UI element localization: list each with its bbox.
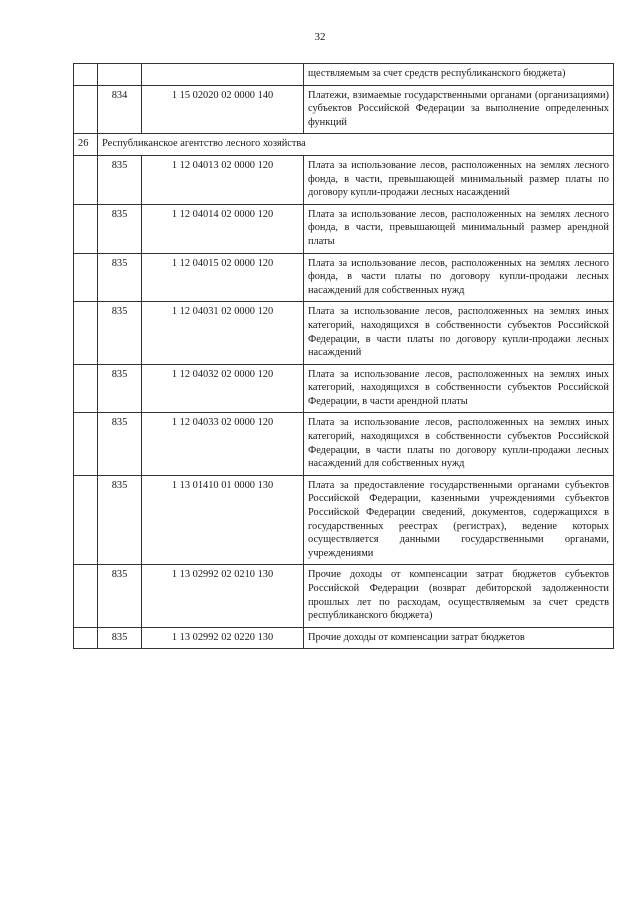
admin-code-cell	[98, 64, 142, 86]
table-row	[74, 475, 614, 565]
description-cell: Плата за предоставление государственными органами субъектов Российской Федерации, казенными учреждениями субъектов Российской Федерации сведений, документов, содержащихся в государственных реестрах (регистрах), ведение которых осуществляется данными государственными органами, учреждениями	[304, 475, 614, 565]
table-row	[74, 253, 614, 302]
kbk-code-cell: 1 13 02992 02 0210 130	[142, 565, 304, 627]
kbk-code-cell: 1 15 02020 02 0000 140	[142, 85, 304, 134]
row-number-cell	[74, 413, 98, 475]
table-row	[74, 64, 614, 86]
section-header-row	[74, 134, 614, 156]
admin-code-cell: 835	[98, 627, 142, 649]
description-cell: Плата за использование лесов, расположенных на землях лесного фонда, в части, превышающей минимальный размер арендной платы	[304, 204, 614, 253]
kbk-code-cell: 1 12 04015 02 0000 120	[142, 253, 304, 302]
row-number-cell	[74, 627, 98, 649]
description-cell: Платежи, взимаемые государственными органами (организациями) субъектов Российской Федерации за выполнение определенных функций	[304, 85, 614, 134]
revenue-codes-table	[73, 63, 614, 649]
description-cell: ществляемым за счет средств республиканского бюджета)	[304, 64, 614, 86]
table-row	[74, 413, 614, 475]
description-cell: Плата за использование лесов, расположенных на землях иных категорий, находящихся в собственности субъектов Российской Федерации, в части платы по договору купли-продажи лесных насаждений	[304, 302, 614, 364]
row-number-cell	[74, 64, 98, 86]
table-row	[74, 155, 614, 204]
admin-code-cell: 835	[98, 204, 142, 253]
admin-code-cell: 834	[98, 85, 142, 134]
kbk-code-cell: 1 12 04031 02 0000 120	[142, 302, 304, 364]
row-number-cell	[74, 155, 98, 204]
admin-code-cell: 835	[98, 302, 142, 364]
table-row	[74, 85, 614, 134]
admin-code-cell: 835	[98, 565, 142, 627]
row-number-cell	[74, 364, 98, 413]
kbk-code-cell: 1 12 04014 02 0000 120	[142, 204, 304, 253]
description-cell: Плата за использование лесов, расположенных на землях иных категорий, находящихся в собственности субъектов Российской Федерации, в части арендной платы	[304, 364, 614, 413]
page-number: 32	[314, 31, 326, 43]
row-number-cell	[74, 302, 98, 364]
kbk-code-cell	[142, 64, 304, 86]
kbk-code-cell: 1 12 04013 02 0000 120	[142, 155, 304, 204]
table-row	[74, 364, 614, 413]
table-row	[74, 627, 614, 649]
row-number-cell	[74, 204, 98, 253]
kbk-code-cell: 1 12 04032 02 0000 120	[142, 364, 304, 413]
table-row	[74, 204, 614, 253]
description-cell: Плата за использование лесов, расположенных на землях лесного фонда, в части платы по договору купли-продажи лесных насаждений для собственных нужд	[304, 253, 614, 302]
row-number-cell	[74, 253, 98, 302]
description-cell: Прочие доходы от компенсации затрат бюджетов	[304, 627, 614, 649]
admin-code-cell: 835	[98, 475, 142, 565]
admin-code-cell: 835	[98, 364, 142, 413]
admin-code-cell: 835	[98, 155, 142, 204]
row-number-cell	[74, 475, 98, 565]
description-cell: Прочие доходы от компенсации затрат бюджетов субъектов Российской Федерации (возврат дебиторской задолженности прошлых лет по расходам, осуществляемым за счет средств республиканского бюджета)	[304, 565, 614, 627]
row-number-cell	[74, 565, 98, 627]
description-cell: Плата за использование лесов, расположенных на землях лесного фонда, в части, превышающей минимальный размер платы по договору купли-продажи лесных насаждений	[304, 155, 614, 204]
row-number-cell	[74, 85, 98, 134]
kbk-code-cell: 1 13 02992 02 0220 130	[142, 627, 304, 649]
admin-code-cell: 835	[98, 253, 142, 302]
table-row	[74, 302, 614, 364]
kbk-code-cell: 1 13 01410 01 0000 130	[142, 475, 304, 565]
admin-code-cell: 835	[98, 413, 142, 475]
table-row	[74, 565, 614, 627]
description-cell: Плата за использование лесов, расположенных на землях иных категорий, находящихся в собственности субъектов Российской Федерации, в части платы по договору купли-продажи лесных насаждений для собственных нужд	[304, 413, 614, 475]
section-title: Республиканское агентство лесного хозяйства	[98, 134, 614, 156]
kbk-code-cell: 1 12 04033 02 0000 120	[142, 413, 304, 475]
section-number: 26	[74, 134, 98, 156]
